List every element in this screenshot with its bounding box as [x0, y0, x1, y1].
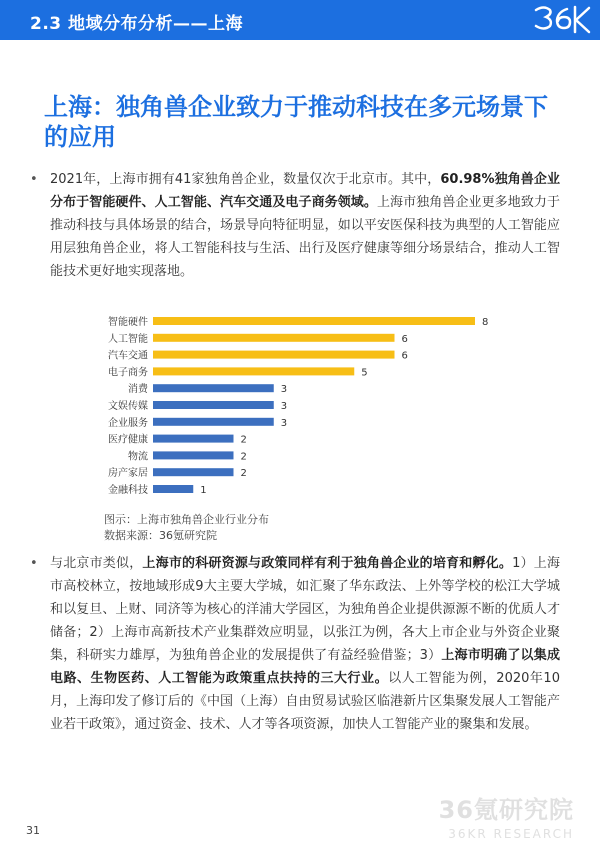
category-label: 人工智能 [108, 333, 148, 345]
category-label: 电子商务 [108, 367, 148, 379]
value-label: 6 [401, 333, 408, 345]
paragraph-emphasis: 60.98%独角兽企业分布于智能硬件、人工智能、汽车交通及电子商务领域。 [50, 172, 560, 210]
value-label: 3 [280, 401, 288, 412]
value-label: 1 [200, 485, 207, 496]
value-label: 8 [482, 317, 489, 328]
paragraph-text: 上海市独角兽企业更多地致力于推动科技与具体场景的结合，场景导向特征明显，如以平安医保科技为典型的人工智能应用层独角兽企业，将人工智能科技与生活、出行及医疗健康等细分场景结合，推动人工智能技术更好地实现落地。 [50, 195, 560, 279]
category-label: 消费 [128, 384, 148, 396]
value-label: 2 [240, 451, 247, 463]
category-label: 文娱传媒 [108, 401, 148, 412]
paragraph-text: 与北京市类似， [50, 556, 143, 571]
bar [153, 468, 234, 476]
bar [153, 351, 395, 359]
watermark-main: 36氪研究院 [438, 796, 574, 824]
paragraph-text: 以人工智能为例，2020年10月，上海印发了修订后的《中国（上海）自由贸易试验区临港新片区集聚发展人工智能产业若干政策》，通过资金、技术、人才等各项资源，加快人工智能产业的聚集和发展。 [50, 671, 560, 732]
watermark [439, 790, 574, 841]
paragraph-text: 1）上海市高校林立，按地域形成9大主要大学城，如汇聚了华东政法、上外等学校的松江大学城和以复旦、上财、同济等为核心的洋浦大学园区，为独角兽企业提供源源不断的优质人才储备；2）上海市高新技术产业集群效应明显，以张江为例，各大上市企业与外资企业聚集，科研实力雄厚，为独角兽企业的发展提供了有益经验借鉴；3） [50, 556, 560, 663]
bar [153, 317, 475, 325]
value-label: 5 [361, 367, 368, 379]
category-label: 医疗健康 [108, 434, 148, 446]
paragraph-shanghai-overview [30, 168, 560, 283]
watermark-sub: 36KR RESEARCH [448, 827, 574, 841]
section-title: 2.3 地域分布分析——上海 [30, 14, 244, 34]
chart-caption: 图示：上海市独角兽企业行业分布 [104, 513, 269, 526]
value-label: 3 [280, 384, 288, 396]
paragraph-emphasis: 上海市的科研资源与政策同样有利于独角兽企业的培育和孵化。 [142, 556, 513, 571]
category-label: 企业服务 [108, 417, 148, 429]
bar [153, 418, 274, 426]
bullet-dot: • [30, 172, 38, 187]
bar [153, 367, 354, 375]
bar-chart-svg [60, 305, 560, 505]
value-label: 2 [240, 468, 247, 480]
category-label: 物流 [128, 451, 148, 463]
category-label: 智能硬件 [108, 317, 148, 328]
category-label: 汽车交通 [108, 350, 148, 362]
value-label: 6 [401, 350, 408, 362]
industry-distribution-chart [60, 305, 560, 505]
paragraph-text: 2021年，上海市拥有41家独角兽企业，数量仅次于北京市。其中， [50, 172, 441, 187]
paragraph-research-policy [30, 552, 560, 736]
brand-logo [530, 2, 592, 36]
bar [153, 334, 395, 342]
bar [153, 435, 234, 443]
paragraph-emphasis: 上海市明确了以集成电路、生物医药、人工智能为政策重点扶持的三大行业。 [50, 648, 560, 686]
bar [153, 384, 274, 392]
bullet-dot: • [30, 556, 38, 571]
value-label: 2 [240, 434, 247, 446]
page-title: 上海：独角兽企业致力于推动科技在多元场景下的应用 [44, 93, 548, 151]
category-label: 金融科技 [108, 485, 148, 496]
bar [153, 401, 274, 409]
category-label: 房产家居 [108, 468, 148, 480]
chart-source: 数据来源：36氪研究院 [104, 529, 217, 542]
page-number: 31 [26, 824, 40, 837]
bar [153, 485, 193, 493]
value-label: 3 [280, 417, 288, 429]
bar [153, 451, 234, 459]
